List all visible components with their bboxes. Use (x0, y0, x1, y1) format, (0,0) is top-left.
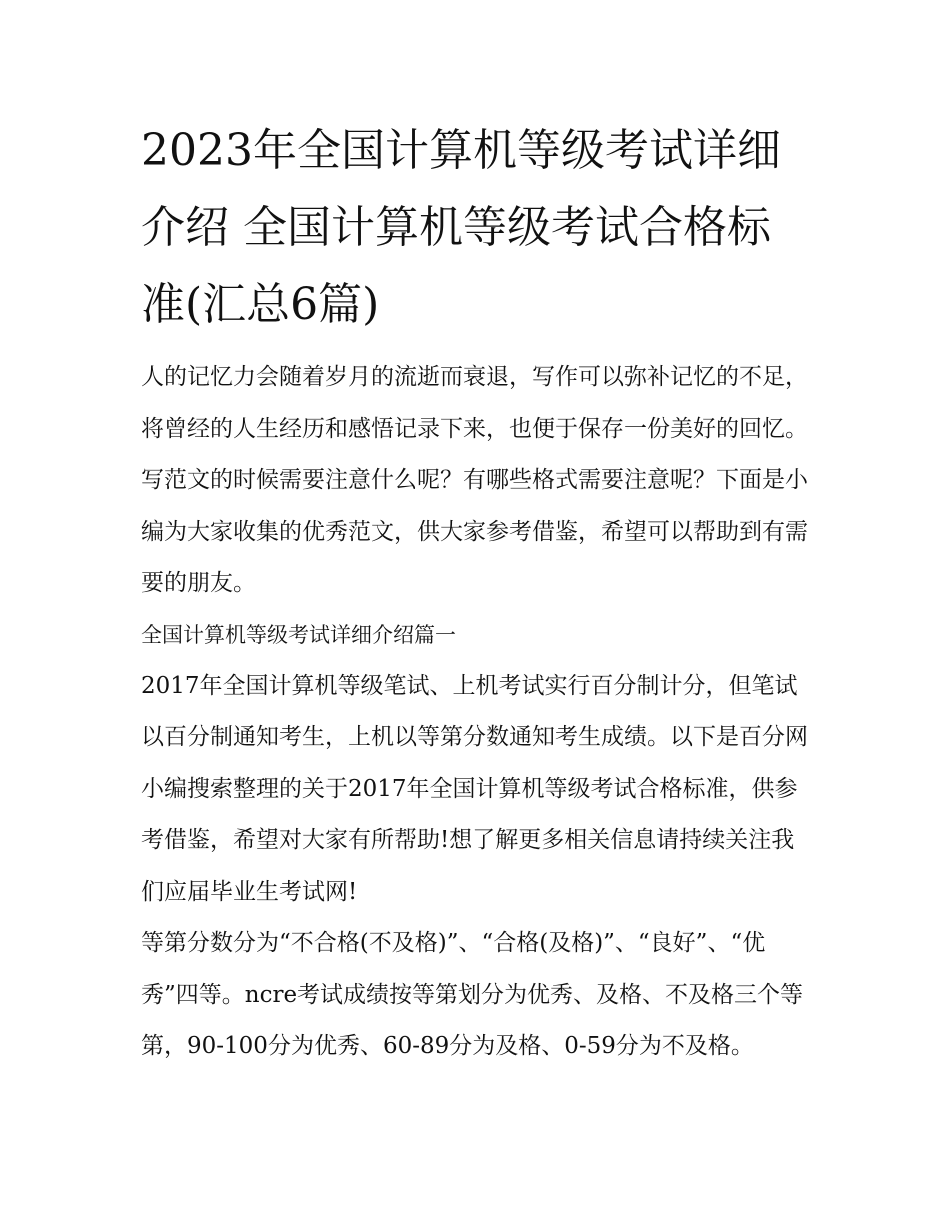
intro-paragraph: 人的记忆力会随着岁月的流逝而衰退，写作可以弥补记忆的不足，将曾经的人生经历和感悟记录下来，也便于保存一份美好的回忆。写范文的时候需要注意什么呢？有哪些格式需要注意呢？下面是小编为大家收集的优秀范文，供大家参考借鉴，希望可以帮助到有需要的朋友。 (141, 364, 808, 596)
section-heading: 全国计算机等级考试详细介绍篇一 (141, 622, 456, 647)
body-paragraph-1: 2017年全国计算机等级笔试、上机考试实行百分制计分，但笔试以百分制通知考生，上机以等第分数通知考生成绩。以下是百分网小编搜索整理的关于2017年全国计算机等级考试合格标准，供参考借鉴，希望对大家有所帮助!想了解更多相关信息请持续关注我们应届毕业生考试网! (141, 672, 808, 905)
body-paragraph-2: 等第分数分为“不合格(不及格)”、“合格(及格)”、“良好”、“优秀”四等。ncre考试成绩按等第划分为优秀、及格、不及格三个等第，90-100分为优秀、60-89分为及格、0-59分为不及格。 (141, 930, 804, 1059)
document-page (141, 112, 813, 1073)
document-title: 2023年全国计算机等级考试详细介绍 全国计算机等级考试合格标准(汇总6篇) (141, 125, 781, 330)
